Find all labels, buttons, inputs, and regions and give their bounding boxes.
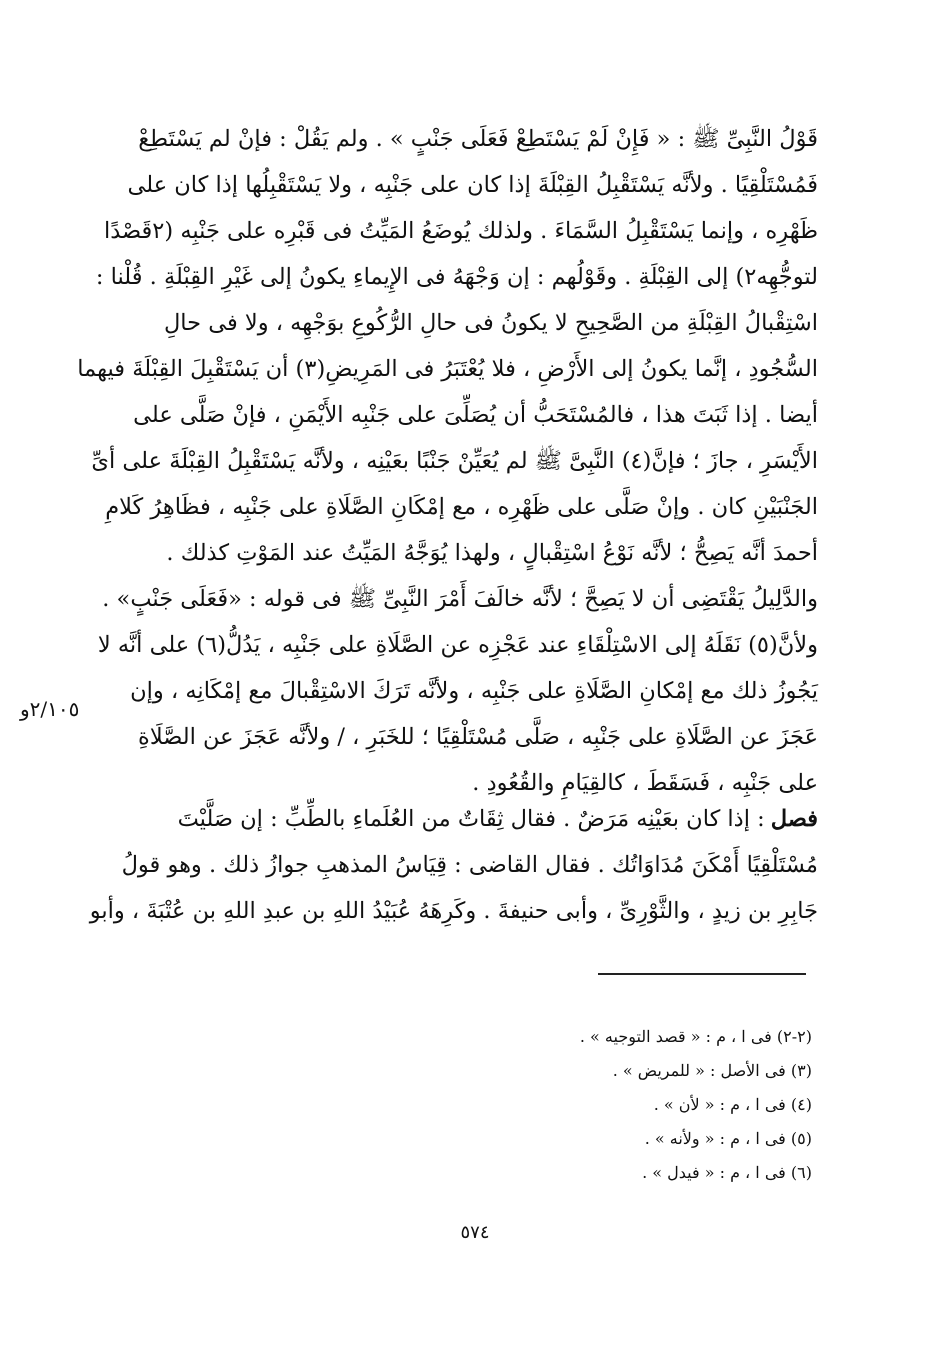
text-line: يَجُوزُ ذلك مع إمْكانِ الصَّلَاةِ على جَنْبِه ، ولأنَّه تَرَكَ الاسْتِقْبالَ مع إمْكَانِه ، وإن: [130, 678, 818, 704]
text-line: اسْتِقْبالُ القِبْلَةِ من الصَّحِيحِ لا يكونُ فى حالِ الرُّكُوعِ بوَجْهِه ، ولا فى حالِ: [163, 310, 818, 336]
section-line-text: : إذا كان بعَيْنِه مَرَضٌ . فقال ثِقَاتٌ من العُلَماءِ بالطِّبِّ : إن صَلَّيْتَ: [177, 806, 765, 832]
footnote: (٣) فى الأصل : « للمريض » .: [612, 1061, 812, 1080]
footnote: (٤) فى ا ، م : « لأن » .: [653, 1095, 812, 1114]
text-line: فَمُسْتَلْقِيًا . ولأنَّه يَسْتَقْبِلُ القِبْلَةَ إذا كان على جَنْبِه ، ولا يَسْتَقْبِلُها إذا كان على: [127, 172, 818, 198]
footnote: (٢-٢) فى ا ، م : « قصد التوجيه » .: [579, 1027, 812, 1046]
section-heading: فصل: [770, 806, 818, 832]
footnote: (٦) فى ا ، م : « فيدل » .: [642, 1163, 812, 1182]
fasl-section: [89, 796, 818, 934]
text-line: السُّجُودِ ، إنَّما يكونُ إلى الأَرْضِ ، فلا يُعْتَبَرُ فى المَرِيضِ(٣) أن يَسْتَقْبِلَ القِبْلَةَ فيهما: [77, 356, 818, 382]
main-text-block: [77, 116, 818, 806]
footnote-divider: [598, 973, 806, 975]
text-line: [128, 796, 818, 842]
text-line: ولأنَّ(٥) نَقَلَهُ إلى الاسْتِلْقَاءِ عند عَجْزِه عن الصَّلَاةِ على جَنْبِه ، يَدُلُّ(٦) على أنَّه لا: [97, 632, 818, 658]
text-line: الجَنْبَيْنِ كان . وإنْ صَلَّى على ظَهْرِه ، مع إمْكَانِ الصَّلَاةِ على جَنْبِه ، فظَاهِرُ كَلامِ: [105, 494, 818, 520]
text-line: قَوْلُ النَّبِىِّ ﷺ : « فَإِنْ لَمْ يَسْتَطِعْ فَعَلَى جَنْبٍ » . ولم يَقُلْ : فإنْ لم يَسْتَطِعْ: [138, 126, 818, 152]
footnotes: [312, 1020, 812, 1190]
text-line: أحمدَ أنَّه يَصِحُّ ؛ لأنَّه نَوْعُ اسْتِقْبالٍ ، ولهذا يُوَجَّهُ المَيِّتُ عند المَوْتِ كذلك .: [166, 540, 818, 566]
text-line: مُسْتَلْقِيًا أَمْكَنَ مُدَاوَاتُك . فقال القاضى : قِيَاسُ المذهبِ جوازُ ذلك . وهو قولُ: [121, 852, 818, 878]
text-line: والدَّلِيلُ يَقْتَضِى أن لا يَصِحَّ ؛ لأنَّه خالَفَ أَمْرَ النَّبِىِّ ﷺ فى قوله : «فَعَلَى جَنْبٍ» .: [102, 586, 818, 612]
text-line: جَابِرِ بن زيدٍ ، والثَّوْرِىِّ ، وأبى حنيفةَ . وكَرِهَهُ عُبَيْدُ اللهِ بن عبدِ اللهِ بن عُتْبَةَ ، وأبو: [89, 898, 818, 924]
footnote: (٥) فى ا ، م : « ولأنه » .: [644, 1129, 812, 1148]
text-line: أيضا . إذا ثَبَتَ هذا ، فالمُسْتَحَبُّ أن يُصَلِّىَ على جَنْبِه الأَيْمَنِ ، فإنْ صَلَّى على: [133, 402, 818, 428]
text-line: على جَنْبِه ، فَسَقَطَ ، كالقِيَامِ والقُعُودِ .: [472, 770, 818, 796]
text-line: ظَهْرِه ، وإنما يَسْتَقْبِلُ السَّمَاءَ . ولذلك يُوضَعُ المَيِّتُ فى قَبْرِه على جَنْبِه (٢قَصْدًا: [103, 218, 818, 244]
text-line: الأَيْسَرِ ، جازَ ؛ فإنَّ(٤) النَّبِىَّ ﷺ لم يُعَيِّنْ جَنْبًا بعَيْنِه ، ولأنَّه يَسْتَقْبِلُ القِبْلَةَ على أىِّ: [91, 448, 818, 474]
text-line: لتوجُّهِه٢) إلى القِبْلَةِ . وقَوْلُهم : إن وَجْهَهُ فى الإِيماءِ يكونُ إلى غَيْرِ القِبْلَةِ . قُلْنا :: [95, 264, 818, 290]
manuscript-folio-note: ٢/١٠٥و: [20, 697, 80, 721]
page-number: ٥٧٤: [460, 1222, 490, 1243]
text-line: عَجَزَ عن الصَّلَاةِ على جَنْبِه ، صَلَّى مُسْتَلْقِيًا ؛ للخَبَرِ ، / ولأنَّه عَجَزَ عن الصَّلَاةِ: [138, 724, 818, 750]
